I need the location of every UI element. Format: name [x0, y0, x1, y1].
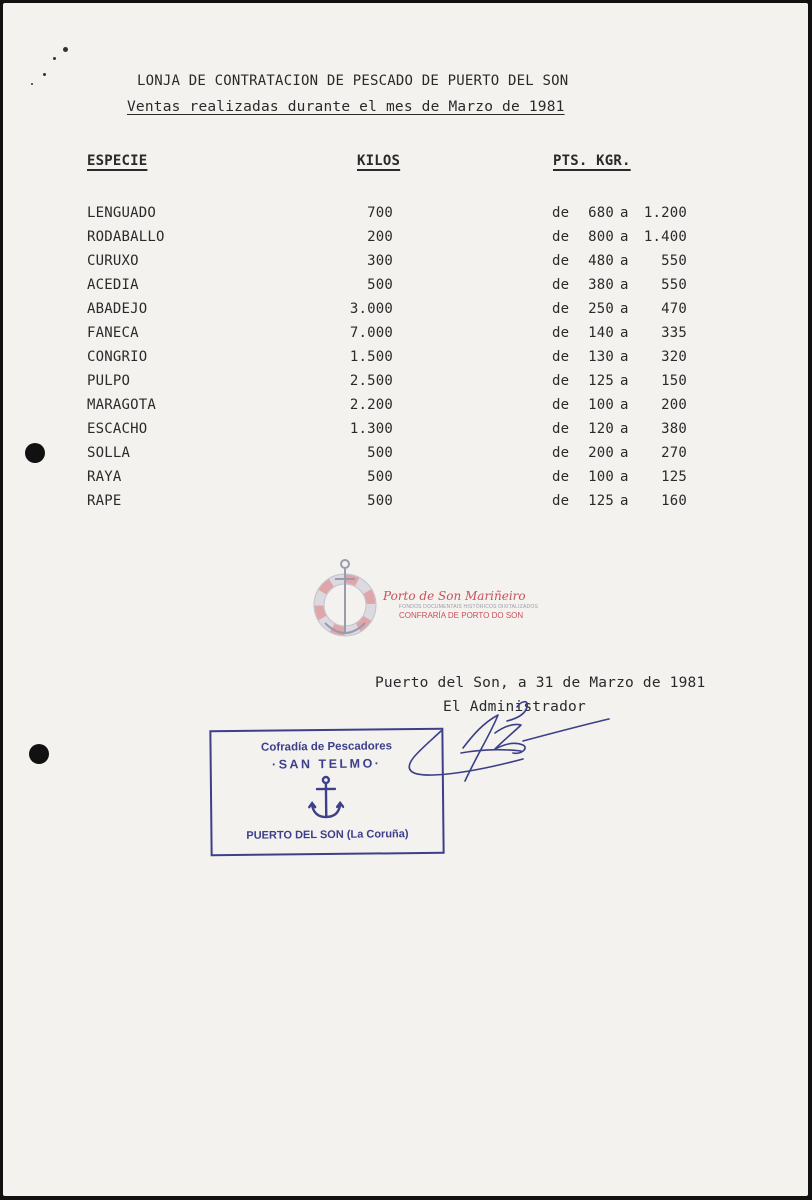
price-high-cell: 270 [661, 445, 687, 461]
price-from-word: de [552, 349, 570, 365]
table-row [3, 277, 808, 301]
ink-speck [31, 83, 33, 85]
price-low-cell: 680 [588, 205, 614, 221]
table-row [3, 325, 808, 349]
kilos-cell: 500 [367, 445, 393, 461]
species-cell: ABADEJO [87, 301, 148, 317]
kilos-cell: 3.000 [349, 301, 393, 317]
kilos-cell: 200 [367, 229, 393, 245]
price-from-word: de [552, 493, 570, 509]
price-low-cell: 200 [588, 445, 614, 461]
table-row [3, 397, 808, 421]
price-from-word: de [552, 277, 570, 293]
price-to-word: a [620, 397, 629, 413]
species-cell: RAPE [87, 493, 122, 509]
kilos-cell: 1.300 [349, 421, 393, 437]
price-from-word: de [552, 397, 570, 413]
species-cell: ESCACHO [87, 421, 148, 437]
table-row [3, 421, 808, 445]
price-low-cell: 480 [588, 253, 614, 269]
price-to-word: a [620, 205, 629, 221]
document-title: LONJA DE CONTRATACION DE PESCADO DE PUERTO DEL SON [137, 73, 569, 89]
punch-hole [29, 744, 49, 764]
price-to-word: a [620, 445, 629, 461]
kilos-cell: 700 [367, 205, 393, 221]
species-cell: MARAGOTA [87, 397, 157, 413]
document-page [3, 3, 808, 1196]
table-row [3, 349, 808, 373]
ink-speck [53, 57, 56, 60]
price-low-cell: 380 [588, 277, 614, 293]
price-high-cell: 125 [661, 469, 687, 485]
price-low-cell: 100 [588, 397, 614, 413]
kilos-cell: 2.200 [349, 397, 393, 413]
table-row [3, 493, 808, 517]
column-header-species: ESPECIE [87, 153, 148, 169]
species-cell: SOLLA [87, 445, 131, 461]
price-to-word: a [620, 493, 629, 509]
price-to-word: a [620, 469, 629, 485]
kilos-cell: 500 [367, 469, 393, 485]
species-cell: CONGRIO [87, 349, 148, 365]
table-row [3, 229, 808, 253]
ink-speck [43, 73, 46, 76]
price-to-word: a [620, 349, 629, 365]
price-from-word: de [552, 469, 570, 485]
price-to-word: a [620, 301, 629, 317]
place-date: Puerto del Son, a 31 de Marzo de 1981 [375, 675, 706, 691]
price-low-cell: 250 [588, 301, 614, 317]
watermark-org: CONFRARÍA DE PORTO DO SON [399, 611, 524, 620]
watermark-logo-text: Porto de Son Mariñeiro [383, 589, 526, 603]
price-low-cell: 125 [588, 373, 614, 389]
price-high-cell: 470 [661, 301, 687, 317]
price-from-word: de [552, 229, 570, 245]
price-to-word: a [620, 253, 629, 269]
price-from-word: de [552, 445, 570, 461]
species-cell: FANECA [87, 325, 139, 341]
price-low-cell: 100 [588, 469, 614, 485]
kilos-cell: 500 [367, 493, 393, 509]
anchor-icon [308, 775, 344, 821]
price-to-word: a [620, 421, 629, 437]
table-row [3, 205, 808, 229]
kilos-cell: 7.000 [349, 325, 393, 341]
price-high-cell: 550 [661, 253, 687, 269]
price-high-cell: 1.400 [643, 229, 687, 245]
species-cell: PULPO [87, 373, 131, 389]
price-high-cell: 335 [661, 325, 687, 341]
price-low-cell: 120 [588, 421, 614, 437]
stamp-line-2: ·SAN TELMO· [271, 756, 382, 772]
price-from-word: de [552, 421, 570, 437]
column-header-price: PTS. KGR. [553, 153, 631, 169]
price-low-cell: 125 [588, 493, 614, 509]
watermark-caption: FONDOS DOCUMENTAIS HISTÓRICOS DIXITALIZADOS [399, 604, 538, 610]
species-cell: LENGUADO [87, 205, 157, 221]
species-cell: RAYA [87, 469, 122, 485]
price-low-cell: 140 [588, 325, 614, 341]
kilos-cell: 300 [367, 253, 393, 269]
price-from-word: de [552, 373, 570, 389]
table-row [3, 469, 808, 493]
kilos-cell: 500 [367, 277, 393, 293]
price-low-cell: 800 [588, 229, 614, 245]
ink-speck [63, 47, 68, 52]
kilos-cell: 1.500 [349, 349, 393, 365]
table-row [3, 373, 808, 397]
stamp-line-3: PUERTO DEL SON (La Coruña) [246, 828, 409, 842]
table-row [3, 253, 808, 277]
stamp-line-1: Cofradía de Pescadores [260, 740, 393, 754]
price-to-word: a [620, 325, 629, 341]
price-from-word: de [552, 253, 570, 269]
price-high-cell: 550 [661, 277, 687, 293]
price-low-cell: 130 [588, 349, 614, 365]
species-cell: CURUXO [87, 253, 139, 269]
price-from-word: de [552, 325, 570, 341]
column-header-kilos: KILOS [357, 153, 401, 169]
price-from-word: de [552, 301, 570, 317]
price-high-cell: 200 [661, 397, 687, 413]
price-high-cell: 160 [661, 493, 687, 509]
handwritten-signature [403, 693, 613, 803]
price-to-word: a [620, 277, 629, 293]
kilos-cell: 2.500 [349, 373, 393, 389]
price-from-word: de [552, 205, 570, 221]
species-cell: ACEDIA [87, 277, 139, 293]
signatory-role: El Administrador [443, 699, 586, 715]
price-to-word: a [620, 373, 629, 389]
price-high-cell: 1.200 [643, 205, 687, 221]
table-row [3, 445, 808, 469]
species-cell: RODABALLO [87, 229, 165, 245]
sales-table [3, 205, 808, 517]
document-subtitle: Ventas realizadas durante el mes de Marzo de 1981 [127, 99, 565, 115]
price-to-word: a [620, 229, 629, 245]
table-row [3, 301, 808, 325]
price-high-cell: 150 [661, 373, 687, 389]
price-high-cell: 320 [661, 349, 687, 365]
price-high-cell: 380 [661, 421, 687, 437]
